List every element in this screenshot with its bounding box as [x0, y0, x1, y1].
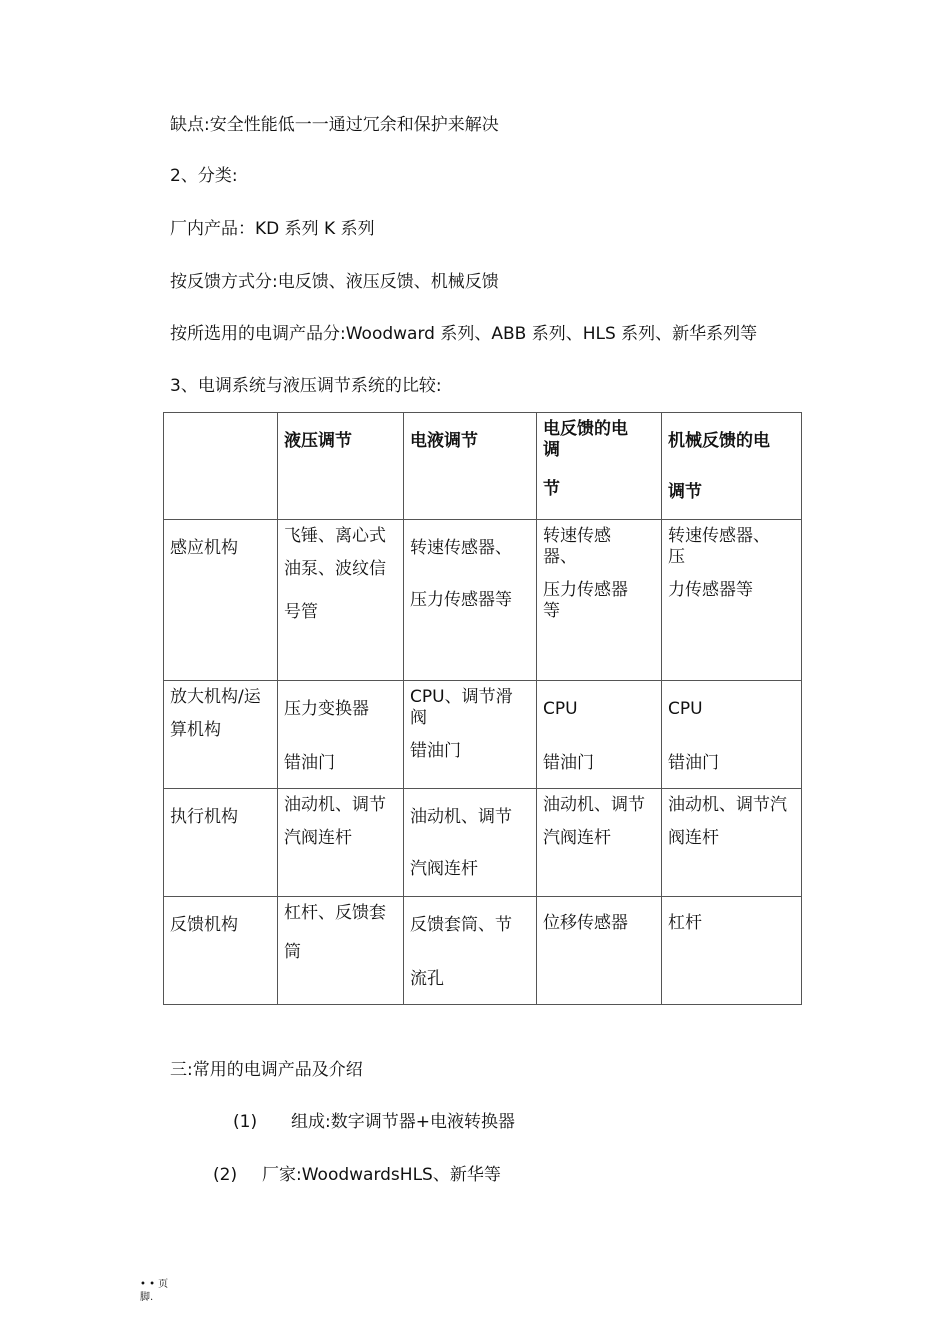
table-cell: 位移传感器	[537, 897, 662, 1005]
section-title: 三:常用的电调产品及介绍	[170, 1060, 363, 1080]
table-cell: CPU 错油门	[537, 681, 662, 789]
row-label-actuator: 执行机构	[164, 789, 278, 897]
table-cell: 油动机、调节 汽阀连杆	[278, 789, 404, 897]
text-line-classification-heading: 2、分类:	[170, 166, 238, 186]
header-cell-hydraulic: 液压调节	[278, 413, 404, 520]
table-cell: 油动机、调节 汽阀连杆	[404, 789, 537, 897]
header-cell-electric-feedback: 电反馈的电调 节	[537, 413, 662, 520]
comparison-table	[163, 412, 802, 1005]
footer-line-2: 脚.	[140, 1292, 154, 1303]
text-line-by-product: 按所选用的电调产品分:Woodward 系列、ABB 系列、HLS 系列、新华系列等	[170, 324, 758, 344]
table-cell: 油动机、调节 汽阀连杆	[537, 789, 662, 897]
list-item-number-1: (1)	[233, 1112, 258, 1132]
header-cell-mechanical-feedback: 机械反馈的电 调节	[662, 413, 802, 520]
table-row	[164, 789, 802, 897]
table-cell: 杠杆、反馈套 筒	[278, 897, 404, 1005]
row-label-sensing: 感应机构	[164, 520, 278, 681]
row-label-amplifier: 放大机构/运 算机构	[164, 681, 278, 789]
table-header-row	[164, 413, 802, 520]
page-footer	[140, 1278, 168, 1304]
table-cell: 油动机、调节汽 阀连杆	[662, 789, 802, 897]
text-line-disadvantage: 缺点:安全性能低一一通过冗余和保护来解决	[170, 115, 499, 135]
list-item-number-2: (2)	[213, 1165, 238, 1185]
footer-line-1: • • 页	[140, 1279, 169, 1290]
text-line-by-feedback: 按反馈方式分:电反馈、液压反馈、机械反馈	[170, 272, 499, 292]
header-cell-electrohydraulic: 电液调节	[404, 413, 537, 520]
text-line-factory-products: 厂内产品：KD 系列 K 系列	[170, 219, 375, 239]
text-line-comparison-heading: 3、电调系统与液压调节系统的比较:	[170, 376, 442, 396]
table-row	[164, 520, 802, 681]
table-row	[164, 897, 802, 1005]
table-cell: CPU、调节滑阀 错油门	[404, 681, 537, 789]
table-cell: 压力变换器 错油门	[278, 681, 404, 789]
row-label-feedback: 反馈机构	[164, 897, 278, 1005]
table-cell: 转速传感器、 压力传感器等	[537, 520, 662, 681]
table-cell: 杠杆	[662, 897, 802, 1005]
list-item-text-1: 组成:数字调节器+电液转换器	[291, 1112, 515, 1132]
table-cell: 转速传感器、压 力传感器等	[662, 520, 802, 681]
table-cell: CPU 错油门	[662, 681, 802, 789]
table-cell: 转速传感器、 压力传感器等	[404, 520, 537, 681]
table-cell: 反馈套筒、节 流孔	[404, 897, 537, 1005]
list-item-text-2: 厂家:WoodwardsHLS、新华等	[262, 1165, 501, 1185]
table-row	[164, 681, 802, 789]
table-cell: 飞锤、离心式 油泵、波纹信 号管	[278, 520, 404, 681]
header-cell-empty	[164, 413, 278, 520]
